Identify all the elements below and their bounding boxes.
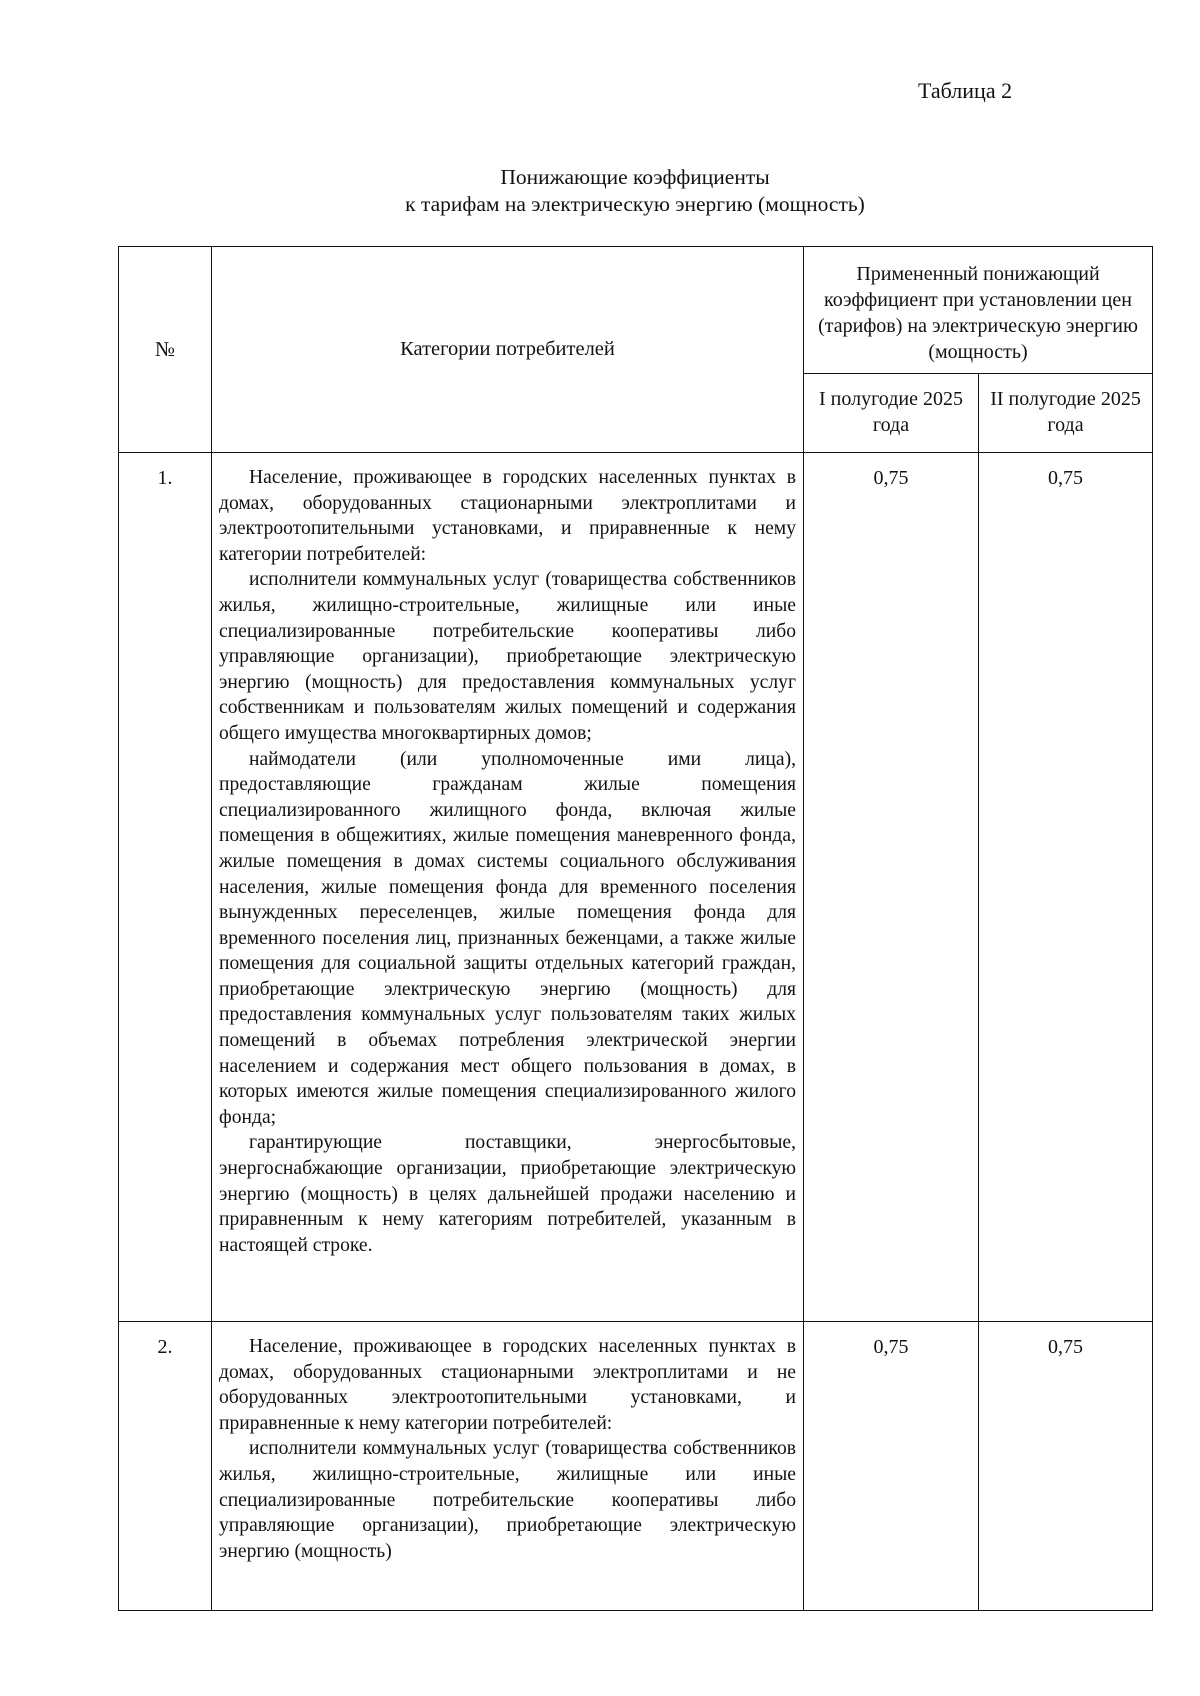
header-category: Категории потребителей [212, 247, 804, 453]
title-line-1: Понижающие коэффициенты [500, 165, 770, 189]
coefficients-table [118, 246, 1153, 1611]
category-paragraph: исполнители коммунальных услуг (товарищества собственников жилья, жилищно-строительные, жилищные или иные специализированные потребительские кооперативы либо управляющие организации), приобретающие электрическую энергию (мощность) [219, 1438, 796, 1562]
header-number: № [119, 247, 212, 453]
document-title [0, 164, 1200, 218]
category-paragraph: наймодатели (или уполномоченные ими лица), предоставляющие гражданам жилые помещения специализированного жилищного фонда, включая жилые помещения в общежитиях, жилые помещения маневренного фонда, жилые помещения в домах системы социального обслуживания населения, жилые помещения фонда для временного поселения вынужденных переселенцев, жилые помещения фонда для временного поселения лиц, признанных беженцами, а также жилые помещения для социальной защиты отдельных категорий граждан, приобретающие электрическую энергию (мощность) для предоставления коммунальных услуг пользователям таких жилых помещений в объемах потребления электрической энергии населением и содержания мест общего пользования в домах, в которых имеются жилые помещения специализированного жилого фонда; [219, 748, 796, 1128]
row-value-period-1: 0,75 [804, 1322, 979, 1611]
category-paragraph: гарантирующие поставщики, энергосбытовые, энергоснабжающие организации, приобретающие электрическую энергию (мощность) в целях дальнейшей продажи населению и приравненным к нему категориям потребителей, указанным в настоящей строке. [219, 1132, 796, 1256]
header-row [119, 247, 1153, 374]
table-label: Таблица 2 [918, 78, 1013, 103]
category-paragraph: Население, проживающее в городских населенных пунктах в домах, оборудованных стационарными электроплитами и электроотопительными установками, и приравненные к нему категории потребителей: [219, 467, 796, 565]
header-period-2: II полугодие 2025 года [979, 374, 1153, 453]
header-period-1: I полугодие 2025 года [804, 374, 979, 453]
category-paragraph: Население, проживающее в городских населенных пунктах в домах, оборудованных стационарными электроплитами и не оборудованных электроотопительными установками, и приравненные к нему категории потребителей: [219, 1336, 796, 1434]
row-number: 2. [119, 1322, 212, 1611]
row-value-period-2: 0,75 [979, 453, 1153, 1322]
row-value-period-1: 0,75 [804, 453, 979, 1322]
row-value-period-2: 0,75 [979, 1322, 1153, 1611]
table-row [119, 453, 1153, 1322]
category-paragraph: исполнители коммунальных услуг (товарищества собственников жилья, жилищно-строительные, жилищные или иные специализированные потребительские кооперативы либо управляющие организации), приобретающие электрическую энергию (мощность) для предоставления коммунальных услуг собственникам и пользователям жилых помещений и содержания общего имущества многоквартирных домов; [219, 569, 796, 744]
title-line-2: к тарифам на электрическую энергию (мощность) [405, 192, 865, 216]
table-row [119, 1322, 1153, 1611]
row-number: 1. [119, 453, 212, 1322]
row-category [212, 1322, 804, 1611]
row-category [212, 453, 804, 1322]
header-coefficient: Примененный понижающий коэффициент при установлении цен (тарифов) на электрическую энергию (мощность) [804, 247, 1153, 374]
